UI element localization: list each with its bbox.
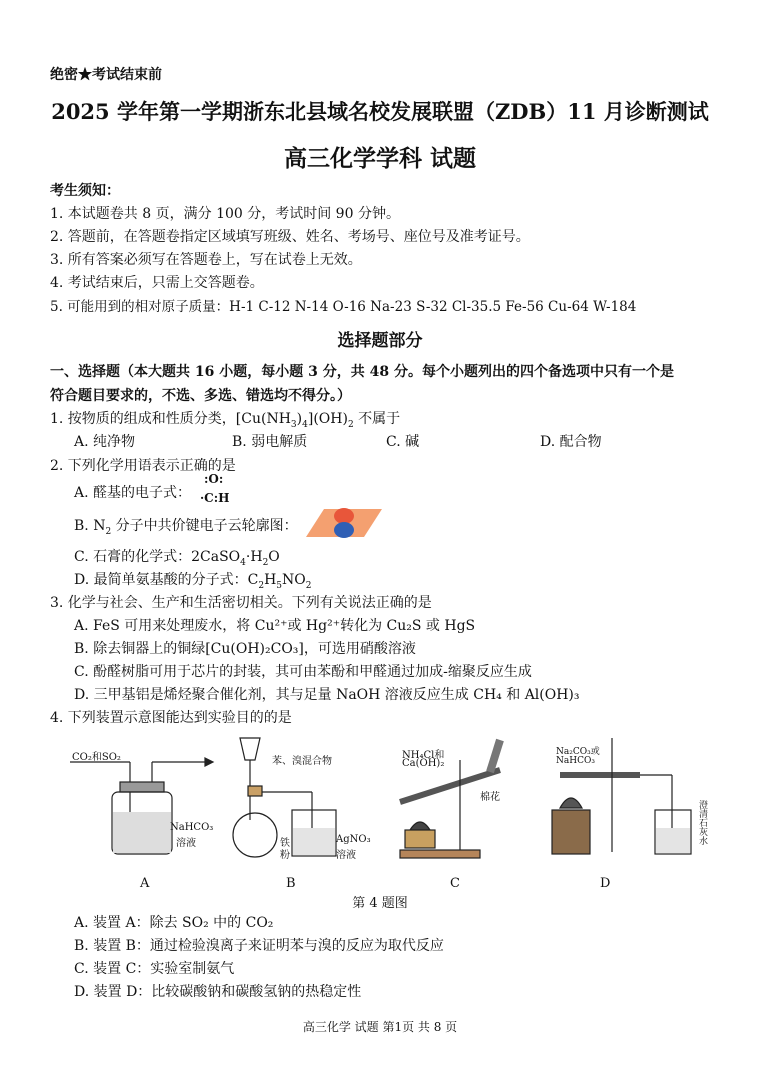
flask-stopper bbox=[248, 786, 262, 796]
orbital-lobe-top bbox=[334, 508, 354, 524]
figure-label-b: B bbox=[286, 876, 296, 891]
stand-base bbox=[400, 850, 480, 858]
page-footer: 高三化学 试题 第1页 共 8 页 bbox=[302, 1020, 458, 1034]
q2-option-c: C. 石膏的化学式：$2CaSO_4\cdot H_2O$ bbox=[74, 549, 280, 568]
figure-label-d: D bbox=[600, 876, 611, 891]
label-c-top1: NH₄Cl和 bbox=[402, 750, 445, 761]
label-a-sol2: 溶液 bbox=[176, 838, 196, 849]
exam-subtitle: 高三化学学科 试题 bbox=[283, 145, 476, 172]
q2-option-a: A. 醛基的电子式： bbox=[74, 485, 192, 501]
question-1-stem: 1. 按物质的组成和性质分类，$[Cu(NH_3)_4](OH)_2$ 不属于 bbox=[50, 411, 401, 430]
secret-mark: 绝密★考试结束前 bbox=[50, 67, 162, 83]
label-d-top1: Na₂CO₃或 bbox=[556, 747, 600, 757]
beaker-solution bbox=[293, 828, 335, 855]
apparatus-drawing bbox=[60, 730, 710, 890]
notice-item: 4. 考试结束后，只需上交答题卷。 bbox=[50, 275, 264, 291]
label-a-sol1: NaHCO₃ bbox=[170, 822, 214, 833]
notice-item: 3. 所有答案必须写在答题卷上，写在试卷上无效。 bbox=[50, 252, 362, 268]
lamp-body bbox=[405, 830, 435, 848]
label-a-gas: CO₂和SO₂ bbox=[72, 752, 121, 763]
solution bbox=[113, 812, 171, 853]
section-intro: 符合题目要求的，不选、多选、错选均不得分。） bbox=[50, 388, 351, 404]
q3-option-b: B. 除去铜器上的铜绿[Cu(OH)₂CO₃]，可选用硝酸溶液 bbox=[74, 641, 416, 657]
limewater bbox=[656, 828, 690, 853]
label-c-top2: Ca(OH)₂ bbox=[402, 758, 445, 769]
notice-item: 1. 本试题卷共 8 页，满分 100 分，考试时间 90 分钟。 bbox=[50, 206, 400, 222]
wood-block bbox=[552, 810, 590, 854]
notice-item: 2. 答题前，在答题卷指定区域填写班级、姓名、考场号、座位号及准考证号。 bbox=[50, 229, 530, 245]
question-3-stem: 3. 化学与社会、生产和生活密切相关。下列有关说法正确的是 bbox=[50, 595, 432, 611]
round-flask bbox=[233, 813, 277, 857]
label-b-top: 苯、溴混合物 bbox=[272, 756, 332, 767]
question-2-stem: 2. 下列化学用语表示正确的是 bbox=[50, 458, 236, 474]
label-b-fe1: 铁 bbox=[280, 838, 290, 849]
orbital-lobe-bottom bbox=[334, 522, 354, 538]
pi-bond-orbital-image bbox=[304, 505, 384, 541]
figure-caption: 第 4 题图 bbox=[352, 896, 408, 911]
q4-option-d: D. 装置 D：比较碳酸钠和碳酸氢钠的热稳定性 bbox=[74, 984, 362, 1000]
figure-label-a: A bbox=[140, 876, 150, 891]
q3-option-d: D. 三甲基铝是烯烃聚合催化剂，其与足量 NaOH 溶液反应生成 CH₄ 和 Al(OH)₃ bbox=[74, 687, 580, 703]
section-title: 选择题部分 bbox=[337, 331, 423, 351]
q3-option-c: C. 酚醛树脂可用于芯片的封装，其可由苯酚和甲醛通过加成-缩聚反应生成 bbox=[74, 664, 532, 680]
collecting-tube bbox=[490, 740, 500, 772]
label-d-lime: 澄清石灰水 bbox=[697, 800, 707, 845]
arrow-head bbox=[205, 758, 213, 766]
q4-option-c: C. 装置 C：实验室制氨气 bbox=[74, 961, 235, 977]
section-intro: 一、选择题（本大题共 16 小题，每小题 3 分，共 48 分。每个小题列出的四个备选项中只有一个是 bbox=[50, 364, 674, 380]
aldehyde-electron-formula-o: :O: bbox=[204, 472, 224, 486]
separatory-funnel bbox=[240, 738, 260, 760]
q2-option-b: B. $N_2$ 分子中共价键电子云轮廓图： bbox=[74, 518, 298, 537]
q1-option-b: B. 弱电解质 bbox=[232, 434, 308, 450]
label-b-ag1: AgNO₃ bbox=[336, 834, 371, 845]
q4-option-b: B. 装置 B：通过检验溴离子来证明苯与溴的反应为取代反应 bbox=[74, 938, 444, 954]
question-4-stem: 4. 下列装置示意图能达到实验目的的是 bbox=[50, 710, 292, 726]
stopper bbox=[120, 782, 164, 792]
label-d-top2: NaHCO₃ bbox=[556, 756, 595, 766]
alcohol-lamp-d bbox=[560, 798, 582, 808]
q2-option-d: D. 最简单氨基酸的分子式：$C_2H_5NO_2$ bbox=[74, 572, 312, 591]
q1-option-c: C. 碱 bbox=[386, 434, 420, 450]
alcohol-lamp bbox=[410, 822, 430, 830]
q4-option-a: A. 装置 A：除去 SO₂ 中的 CO₂ bbox=[74, 915, 274, 931]
label-b-fe2: 粉 bbox=[280, 850, 290, 861]
exam-title: 2025 学年第一学期浙东北县域名校发展联盟（ZDB）11 月诊断测试 bbox=[51, 99, 709, 124]
notice-heading: 考生须知： bbox=[50, 183, 120, 199]
figure-label-c: C bbox=[450, 876, 460, 891]
q3-option-a: A. FeS 可用来处理废水，将 Cu²⁺或 Hg²⁺转化为 Cu₂S 或 HgS bbox=[74, 618, 476, 634]
aldehyde-electron-formula-c: ·C:H bbox=[200, 491, 230, 505]
label-c-cotton: 棉花 bbox=[480, 792, 500, 803]
question-4-figure bbox=[60, 730, 710, 890]
notice-item: 5. 可能用到的相对原子质量：H-1 C-12 N-14 O-16 Na-23 S-32 Cl-35.5 Fe-56 Cu-64 W-184 bbox=[50, 299, 637, 315]
label-b-ag2: 溶液 bbox=[336, 850, 356, 861]
q1-option-a: A. 纯净物 bbox=[74, 434, 136, 450]
q1-option-d: D. 配合物 bbox=[540, 434, 602, 450]
